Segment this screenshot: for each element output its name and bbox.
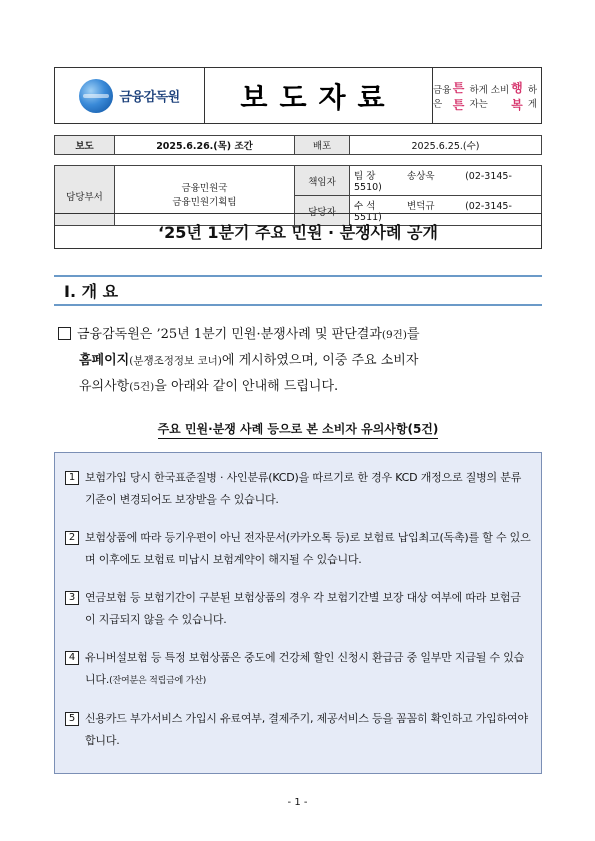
sub-title [54,420,542,437]
item-number: 5 [65,712,79,726]
item-number: 2 [65,531,79,545]
item-text: 보험상품에 따라 등기우편이 아닌 전자문서(카카오톡 등)로 보험료 납입최고(독촉)를 할 수 있으며 이후에도 보험료 미납시 보험계약이 해지될 수 있습니다. [85,531,531,566]
distribute-label: 배포 [295,136,350,155]
item-text: 보험가입 당시 한국표준질병 · 사인분류(KCD)을 따르기로 한 경우 KCD 개정으로 질병의 분류기준이 변경되어도 보장받을 수 있습니다. [85,471,522,506]
consumer-notes-panel [54,452,542,774]
page-number: - 1 - [287,797,308,808]
logo-text: 금융감독원 [119,90,180,105]
intro-text: 을 아래와 같이 안내해 드립니다. [154,379,339,394]
intro-text: 에 게시하였으며, 이중 주요 소비자 [221,353,419,368]
report-date: 2025.6.26.(목) 조간 [115,136,295,155]
item-number: 1 [65,471,79,485]
contact-role: 책임자 [295,166,350,196]
dept-line2: 금융민원기획팀 [172,196,237,208]
item-note: (잔여분은 적립금에 가산) [109,676,207,686]
doc-type-cell [205,68,433,123]
intro-note: (분쟁조정정보 코너) [129,355,222,367]
intro-text: 금융감독원은 ’25년 1분기 민원·분쟁사례 및 판단결과 [77,327,382,342]
intro-text: 를 [406,327,420,342]
slogan-word2: 행복 [511,80,523,112]
intro-line3 [58,374,542,400]
item-body [85,647,531,692]
item-number: 4 [65,651,79,665]
item-text: 유니버설보험 등 특정 보험상품은 중도에 건강체 할인 신청시 환급금 중 일부만 지급될 수 있습니다. [85,651,525,686]
contact-row [350,166,542,196]
item-number: 3 [65,591,79,605]
sub-title-text: 주요 민원·분쟁 사례 등으로 본 소비자 유의사항(5건) [158,422,439,439]
intro-count: (9건) [381,329,407,341]
list-item [65,467,531,511]
item-text: 연금보험 등 보험기간이 구분된 보험상품의 경우 각 보험기간별 보장 대상 여부에 따라 보험금이 지급되지 않을 수 있습니다. [85,591,521,626]
report-label: 보도 [55,136,115,155]
contact-title: 팀 장 [354,171,376,182]
contact-phone: (02-3145-5510) [354,171,512,193]
intro-count: (5건) [129,381,155,393]
item-text: 신용카드 부가서비스 가입시 유료여부, 결제주기, 제공서비스 등을 꼼꼼히 확인하고 가입하여야 합니다. [85,712,528,747]
release-table [54,135,542,155]
slogan-prefix: 금융은 [433,84,452,110]
slogan [433,68,541,123]
intro-paragraph [58,322,542,400]
doc-type: 보도자료 [240,80,397,114]
intro-text: 유의사항 [79,379,130,394]
list-item [65,587,531,631]
main-title: ‘25년 1분기 주요 민원 · 분쟁사례 공개 [54,213,542,249]
dept-line1: 금융민원국 [181,182,228,194]
list-item [65,708,531,752]
press-header [54,67,542,124]
contact-role: 담당자 [295,196,350,226]
intro-bold: 홈페이지 [79,353,130,368]
checkbox-bullet-icon [58,327,71,340]
distribute-date: 2025.6.25.(수) [350,136,542,155]
globe-logo-icon [79,79,113,113]
contact-name: 변덕규 [407,201,435,212]
intro-line2 [58,348,542,374]
logo [55,68,205,123]
intro-line1 [58,322,542,348]
slogan-mid: 하게 소비자는 [469,84,510,110]
contact-title: 수 석 [354,201,376,212]
section-title: Ⅰ. 개 요 [54,275,542,306]
list-item [65,527,531,571]
slogan-word1: 튼튼 [452,80,465,112]
dept-label: 담당부서 [55,166,115,226]
slogan-suffix: 하게 [527,84,538,110]
contact-phone: (02-3145-5511) [354,201,512,223]
contact-name: 송상욱 [407,171,435,182]
list-item [65,647,531,692]
